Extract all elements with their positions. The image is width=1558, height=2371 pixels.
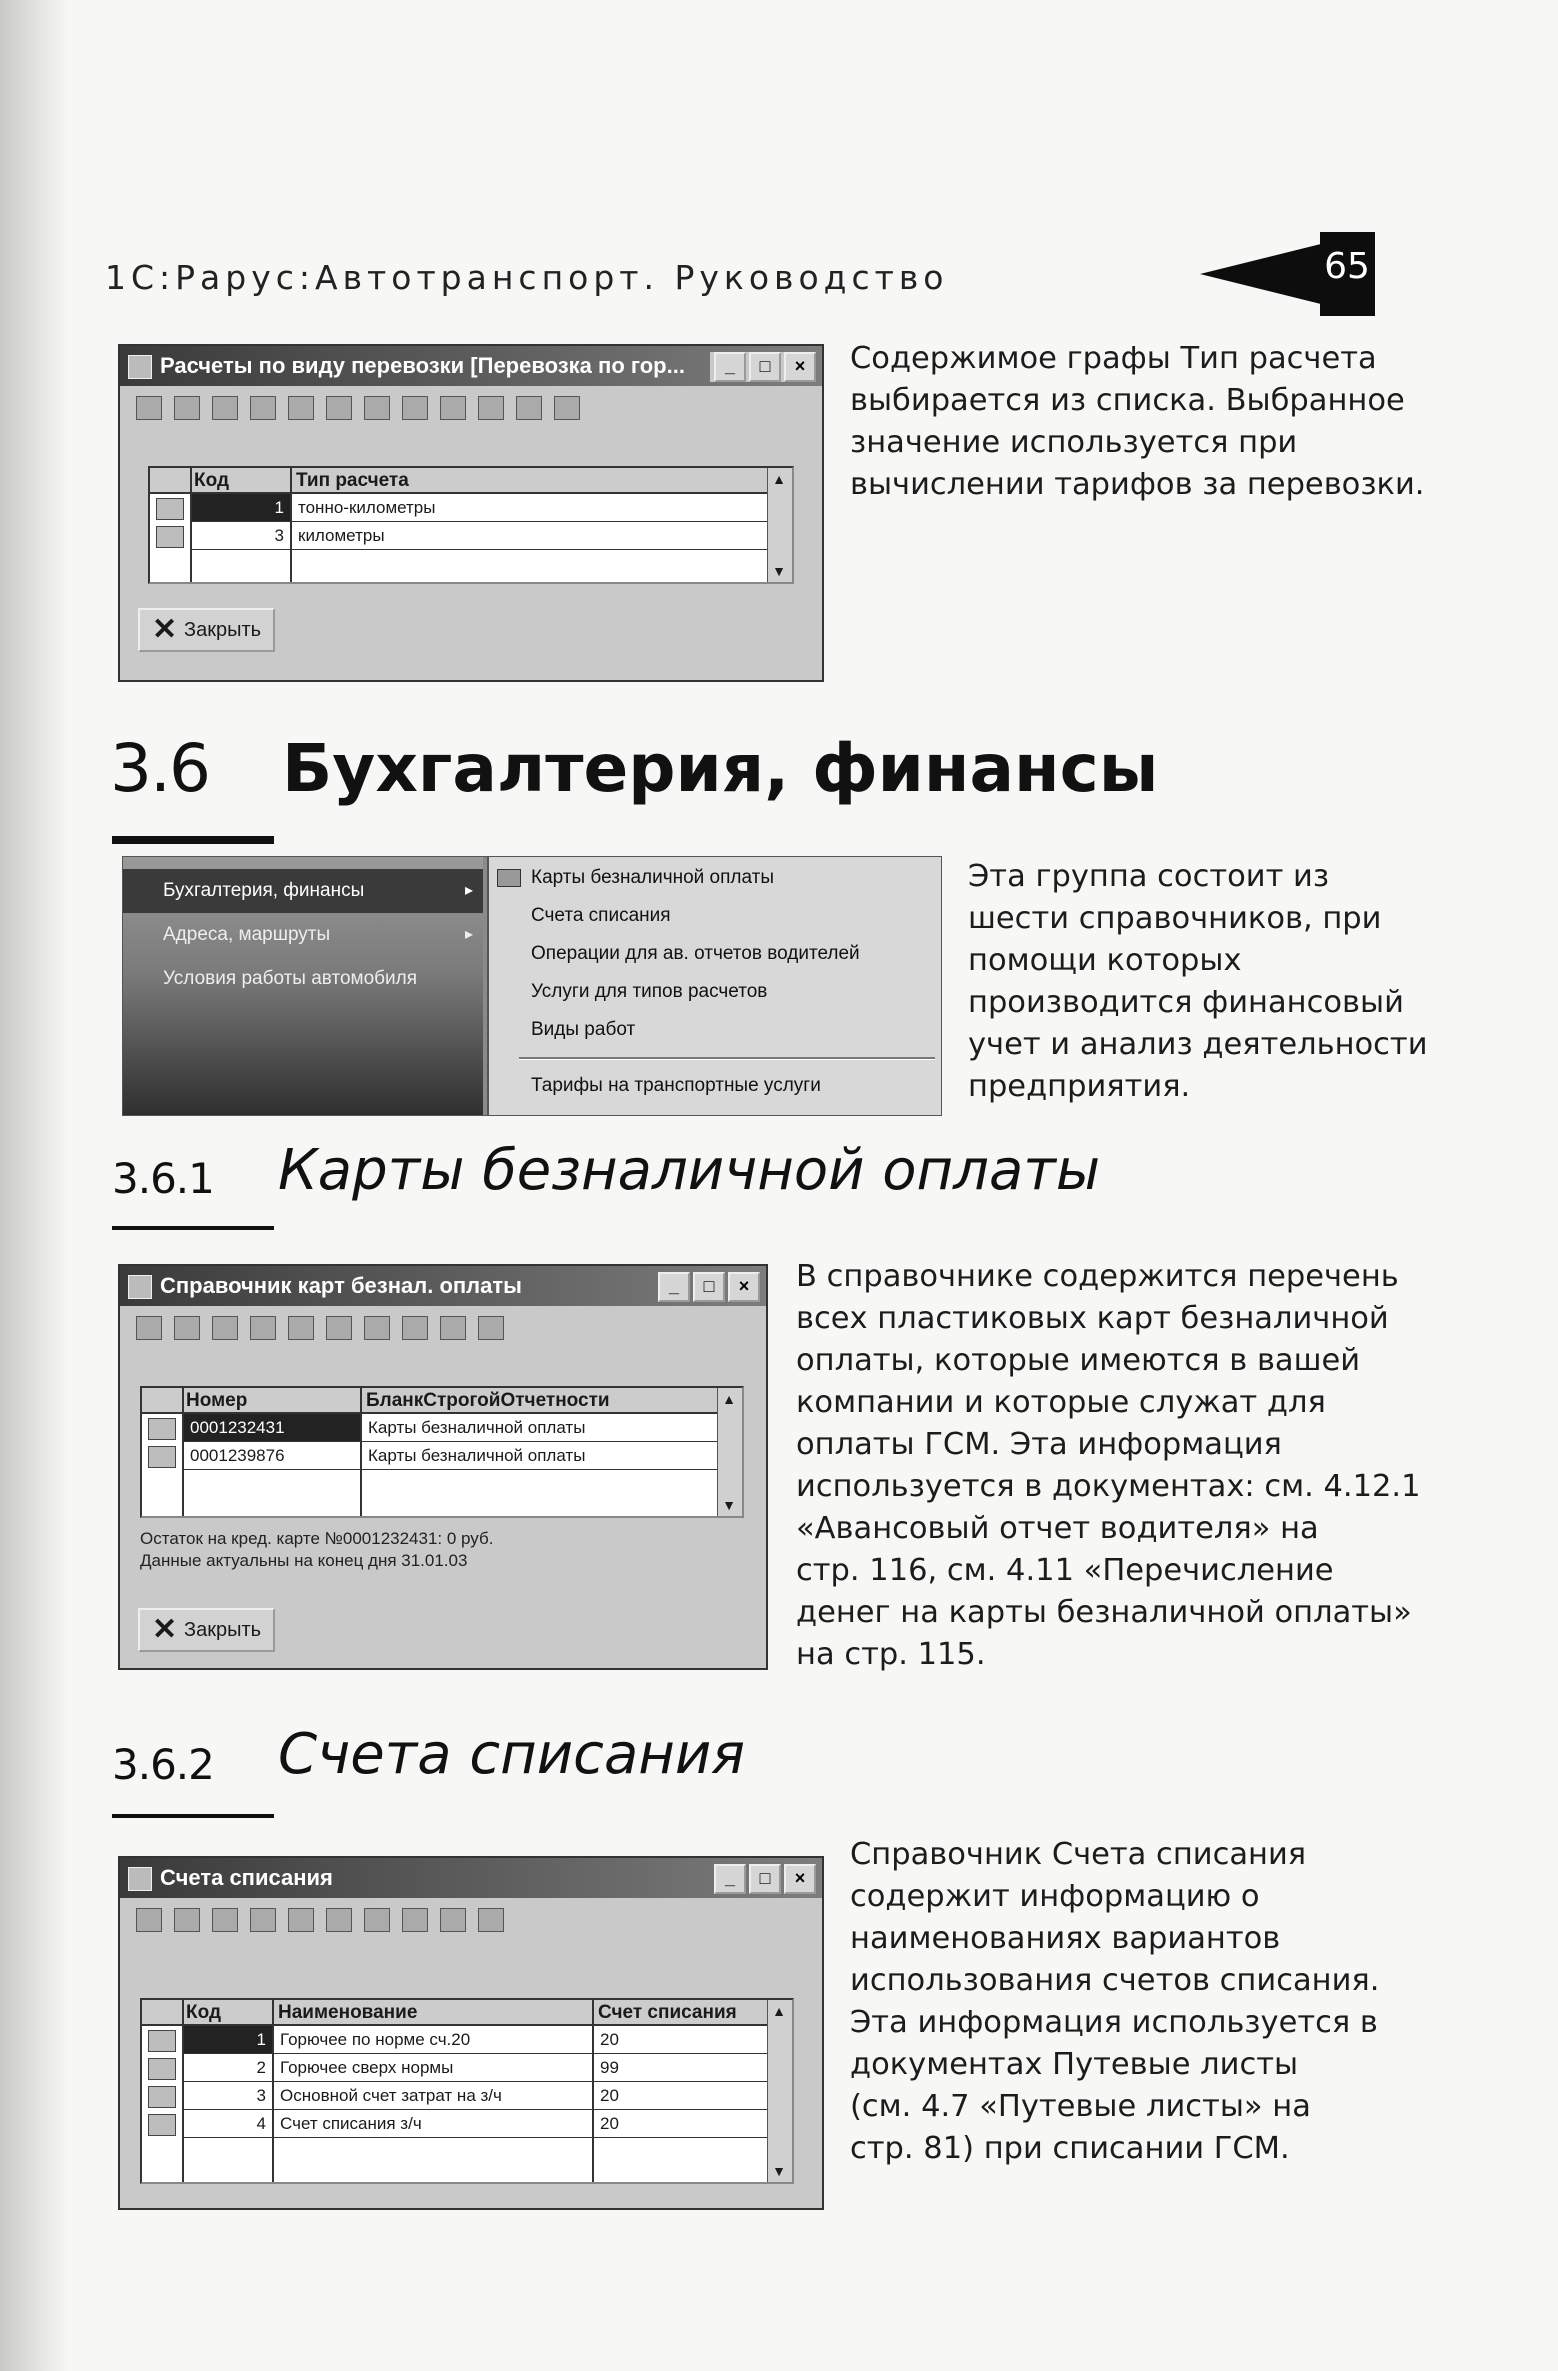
caption-line: используется в документах: см. 4.12.1 [796,1469,1421,1504]
window-titlebar[interactable] [120,1858,822,1898]
caption-line: учет и анализ деятельности [968,1027,1428,1062]
column-header-account[interactable]: Счет списания [592,2000,772,2026]
writeoff-window [118,1856,824,2210]
submenu-item-tariffs[interactable]: Тарифы на транспортные услуги [531,1075,821,1096]
table-row-account[interactable]: 20 [594,2082,772,2110]
help-icon[interactable] [516,396,542,420]
table-row-code[interactable]: 1 [192,494,290,522]
row-folder-icon [148,2086,176,2108]
balance-status [140,1528,493,1572]
section-rule [112,836,274,844]
caption-line: помощи которых [968,943,1242,978]
section-number: 3.6 [110,730,209,807]
context-help-icon[interactable] [554,396,580,420]
maximize-button[interactable]: □ [749,352,781,382]
table-row-number[interactable]: 0001232431 [184,1414,360,1442]
subsection-title: Счета списания [278,1722,745,1787]
edit-icon[interactable] [250,396,276,420]
table-row-code[interactable]: 2 [184,2054,272,2082]
caption-line: оплаты, которые имеются в вашей [796,1343,1361,1378]
table-row-code[interactable]: 1 [184,2026,272,2054]
running-header: 1С:Рарус:Автотранспорт. Руководство [105,258,949,297]
data-grid [140,1998,794,2184]
page-number-tab [1200,232,1375,316]
submenu-item-writeoff[interactable]: Счета списания [531,905,671,926]
window-app-icon [128,355,152,379]
new-record-icon[interactable] [136,396,162,420]
grid-scrollbar[interactable]: ▲ ▼ [717,1388,742,1516]
subsection-number: 3.6.1 [112,1154,214,1203]
table-row-code[interactable]: 3 [192,522,290,550]
window-titlebar[interactable] [120,1266,766,1306]
data-grid [148,466,794,584]
subsection-title: Карты безналичной оплаты [278,1138,1101,1203]
submenu-item-work-types[interactable]: Виды работ [531,1019,636,1040]
caption-section-3-6-2 [850,1834,1530,2170]
table-row-code[interactable]: 3 [184,2082,272,2110]
caption-line: стр. 116, см. 4.11 «Перечисление [796,1553,1334,1588]
window-title: Счета списания [160,1865,333,1890]
delete-icon[interactable] [288,1908,314,1932]
caption-line: значение используется при [850,425,1298,460]
table-row-number[interactable]: 0001239876 [184,1442,360,1470]
minimize-button[interactable]: _ [714,352,746,382]
filter-icon[interactable] [326,1316,352,1340]
context-help-icon[interactable] [478,1316,504,1340]
delete-icon[interactable] [288,396,314,420]
close-button-label: Закрыть [184,1619,262,1641]
caption-section-3-6-1 [796,1256,1536,1676]
table-row-code[interactable]: 4 [184,2110,272,2138]
filter-icon[interactable] [326,396,352,420]
table-row-name[interactable]: Основной счет затрат на з/ч [274,2082,592,2110]
subsection-number: 3.6.2 [112,1740,214,1789]
tree-icon[interactable] [440,396,466,420]
table-row-account[interactable]: 20 [594,2026,772,2054]
help-icon[interactable] [440,1908,466,1932]
help-icon[interactable] [440,1316,466,1340]
caption-line: Эта группа состоит из [968,859,1330,894]
close-window-button[interactable]: × [728,1272,760,1302]
window-toolbar [136,1316,504,1340]
caption-line: выбирается из списка. Выбранное [850,383,1405,418]
column-header-form[interactable]: БланкСтрогойОтчетности [360,1388,722,1414]
subsection-rule [112,1226,274,1230]
window-title: Расчеты по виду перевозки [Перевозка по гор... [160,353,685,378]
window-app-icon [128,1867,152,1891]
hierarchy-icon[interactable] [402,1316,428,1340]
maximize-button[interactable]: □ [749,1864,781,1894]
column-header-code[interactable]: Код [150,468,290,494]
minimize-button[interactable]: _ [658,1272,690,1302]
data-grid [140,1386,744,1518]
grid-scrollbar[interactable]: ▲ ▼ [767,2000,792,2182]
close-window-button[interactable]: × [784,1864,816,1894]
hierarchy-icon[interactable] [402,1908,428,1932]
new-group-icon[interactable] [174,1316,200,1340]
row-card-icon [148,1418,176,1440]
caption-line: всех пластиковых карт безналичной [796,1301,1389,1336]
maximize-button[interactable]: □ [693,1272,725,1302]
close-button-label: Закрыть [184,619,262,641]
caption-line: стр. 81) при списании ГСМ. [850,2131,1290,2166]
page-number: 65 [1324,246,1370,287]
column-header-number[interactable]: Номер [142,1388,360,1414]
main-menu [123,857,483,1116]
row-folder-icon [156,526,184,548]
filter-icon[interactable] [326,1908,352,1932]
table-row-name[interactable]: Счет списания з/ч [274,2110,592,2138]
close-x-icon: ✕ [152,613,178,646]
copy-icon[interactable] [212,396,238,420]
submenu-item-services[interactable]: Услуги для типов расчетов [531,981,768,1002]
column-header-code[interactable]: Код [142,2000,272,2026]
menu-item-accounting[interactable]: Бухгалтерия, финансы ▸ [123,869,483,913]
close-window-button[interactable]: × [784,352,816,382]
caption-line: оплаты ГСМ. Эта информация [796,1427,1282,1462]
page-gutter-shadow [0,0,70,2371]
caption-line: вычислении тарифов за перевозки. [850,467,1425,502]
new-record-icon[interactable] [136,1316,162,1340]
caption-line: использования счетов списания. [850,1963,1380,1998]
caption-line: наименованиях вариантов [850,1921,1281,1956]
row-folder-icon [148,2030,176,2052]
table-row-form[interactable]: Карты безналичной оплаты [362,1442,722,1470]
card-icon [497,869,521,887]
table-row-account[interactable]: 20 [594,2110,772,2138]
caption-line: документах Путевые листы [850,2047,1299,2082]
column-header-name[interactable]: Наименование [272,2000,592,2026]
window-toolbar [136,396,580,420]
caption-line: Справочник Счета списания [850,1837,1307,1872]
hierarchy-icon[interactable] [402,396,428,420]
caption-line: денег на карты безналичной оплаты» [796,1595,1412,1630]
submenu-separator [519,1057,935,1060]
grid-scrollbar[interactable]: ▲ ▼ [767,468,792,582]
row-folder-icon [148,2058,176,2080]
submenu-item-cards[interactable]: Карты безналичной оплаты [531,867,775,888]
submenu-item-operations[interactable]: Операции для ав. отчетов водителей [531,943,860,964]
menu-screenshot [122,856,942,1116]
caption-line: производится финансовый [968,985,1404,1020]
status-line: Остаток на кред. карте №0001232431: 0 руб. [140,1529,494,1548]
tariff-calc-window [118,344,824,682]
caption-line: Содержимое графы Тип расчета [850,341,1377,376]
caption-line: Эта информация используется в [850,2005,1378,2040]
close-button[interactable] [138,608,275,652]
caption-window1 [850,338,1470,506]
menu-item-vehicle-conditions[interactable]: Условия работы автомобиля [163,968,418,989]
section-title: Бухгалтерия, финансы [282,730,1159,807]
caption-line: компании и которые служат для [796,1385,1326,1420]
minimize-button[interactable]: _ [714,1864,746,1894]
caption-line: предприятия. [968,1069,1191,1104]
window-toolbar [136,1908,504,1932]
table-row-account[interactable]: 99 [594,2054,772,2082]
delete-icon[interactable] [288,1316,314,1340]
menu-item-routes[interactable]: Адреса, маршруты ▸ [123,913,483,957]
caption-line: «Авансовый отчет водителя» на [796,1511,1319,1546]
caption-line: шести справочников, при [968,901,1382,936]
status-line: Данные актуальны на конец дня 31.01.03 [140,1551,468,1570]
caption-line: содержит информацию о [850,1879,1260,1914]
row-folder-icon [156,498,184,520]
new-record-icon[interactable] [136,1908,162,1932]
sort-icon[interactable] [364,1908,390,1932]
cards-window [118,1264,768,1670]
column-header-calc-type[interactable]: Тип расчета [290,468,770,494]
table-row-form[interactable]: Карты безналичной оплаты [362,1414,722,1442]
window-title: Справочник карт безнал. оплаты [160,1273,522,1298]
find-icon[interactable] [212,1316,238,1340]
caption-line: В справочнике содержится перечень [796,1259,1399,1294]
context-help-icon[interactable] [478,1908,504,1932]
table-row-name[interactable]: Горючее сверх нормы [274,2054,592,2082]
new-group-icon[interactable] [174,1908,200,1932]
new-group-icon[interactable] [174,396,200,420]
row-folder-icon [148,2114,176,2136]
table-row-name[interactable]: Горючее по норме сч.20 [274,2026,592,2054]
table-row-type[interactable]: тонно-километры [292,494,770,522]
submenu [487,857,942,1116]
find-icon[interactable] [212,1908,238,1932]
list-icon[interactable] [478,396,504,420]
sort-icon[interactable] [364,396,390,420]
close-button[interactable] [138,1608,275,1652]
sort-icon[interactable] [364,1316,390,1340]
edit-icon[interactable] [250,1908,276,1932]
window-titlebar[interactable] [120,346,822,386]
table-row-type[interactable]: километры [292,522,770,550]
subsection-rule [112,1814,274,1818]
caption-line: на стр. 115. [796,1637,986,1672]
close-x-icon: ✕ [152,1613,178,1646]
edit-icon[interactable] [250,1316,276,1340]
row-card-icon [148,1446,176,1468]
window-app-icon [128,1275,152,1299]
caption-section-3-6 [968,856,1528,1108]
caption-line: (см. 4.7 «Путевые листы» на [850,2089,1311,2124]
